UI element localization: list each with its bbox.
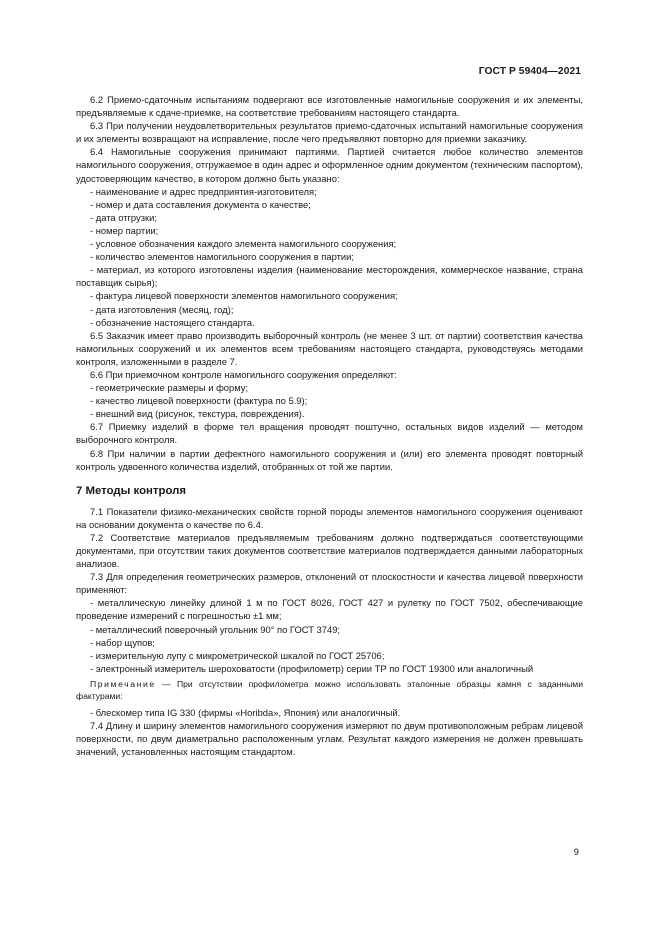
list-item: - номер и дата составления документа о качестве;: [90, 198, 311, 210]
list-item: - дата отгрузки;: [90, 211, 157, 223]
list-item: - внешний вид (рисунок, текстура, повреждения).: [90, 408, 305, 420]
document-body: [76, 93, 583, 759]
paragraph-6-7: 6.7 Приемку изделий в форме тел вращения проводят поштучно, остальных видов изделий — методом выборочного контроля.: [76, 421, 583, 446]
list-item: - качество лицевой поверхности (фактура по 5.9);: [90, 395, 308, 407]
list-6-4: [76, 185, 583, 329]
list-item: - геометрические размеры и форму;: [90, 382, 249, 394]
list-item: - металлическую линейку длиной 1 м по ГОСТ 8026, ГОСТ 427 и рулетку по ГОСТ 7502, обеспечивающие проведение измерений с погрешностью ±1 мм;: [76, 597, 583, 622]
paragraph-7-3: 7.3 Для определения геометрических размеров, отклонений от плоскостности и качества лицевой поверхности применяют:: [76, 571, 583, 596]
paragraph-6-4: 6.4 Намогильные сооружения принимают партиями. Партией считается любое количество элементов намогильного сооружения, отгружаемое в один адрес и оформленное одним документом (техническим паспортом), удостоверяющим качество, в котором должно быть указано:: [76, 146, 583, 184]
list-item: - обозначение настоящего стандарта.: [90, 316, 255, 328]
section-title: 7 Методы контроля: [76, 484, 187, 497]
list-item: - номер партии;: [90, 224, 159, 236]
paragraph-6-2: 6.2 Приемо-сдаточным испытаниям подвергают все изготовленные намогильные сооружения и их элементы, предъявляемые к сдаче-приемке, на соответствие требованиям настоящего стандарта.: [76, 94, 583, 119]
list-item: - наименование и адрес предприятия-изготовителя;: [90, 185, 317, 197]
paragraph-7-2: 7.2 Соответствие материалов предъявляемым требованиям должно подтверждаться соответствующими документами, при отсутствии таких документов соответствие материалов подтверждается данными лабораторных анализов.: [76, 531, 583, 570]
list-7-3: [76, 596, 583, 675]
list-7-3-after-note: [76, 706, 583, 719]
note-text: — При отсутствии профилометра можно использовать эталонные образцы камня с заданными фактурами:: [76, 678, 583, 701]
list-item: - дата изготовления (месяц, год);: [90, 303, 234, 315]
list-item: - электронный измеритель шероховатости (профилометр) серии ТР по ГОСТ 19300 или аналогичный: [90, 662, 534, 674]
paragraph-6-8: 6.8 При наличии в партии дефектного намогильного сооружения и (или) его элемента проводят повторный контроль удвоенного количества изделий, отобранных от той же партии.: [76, 447, 583, 472]
paragraph-6-5: 6.5 Заказчик имеет право производить выборочный контроль (не менее 3 шт. от партии) соответствия качества намогильных сооружений и их элементов всем требованиям настоящего стандарта, руководствуясь методами контроля, изложенными в разделе 7.: [76, 329, 583, 367]
list-item: - измерительную лупу с микрометрической шкалой по ГОСТ 25706;: [90, 649, 385, 661]
paragraph-6-6: 6.6 При приемочном контроле намогильного сооружения определяют:: [90, 368, 397, 380]
list-6-6: [76, 381, 583, 420]
paragraph-7-4: 7.4 Длину и ширину элементов намогильного сооружения измеряют по двум противоположным ребрам лицевой поверхности, по двум диаметрально расположенным углам. Результат каждого измерения не должен превышать значений, установленных настоящим стандартом.: [76, 720, 583, 758]
list-item: - условное обозначения каждого элемента намогильного сооружения;: [90, 238, 397, 250]
list-item: - фактура лицевой поверхности элементов намогильного сооружения;: [90, 290, 398, 302]
paragraph-6-3: 6.3 При получении неудовлетворительных результатов приемо-сдаточных испытаний намогильные сооружения и их элементы возвращают на исправление, после чего предъявляют повторно для приемки заказчику.: [76, 120, 583, 145]
document-header: ГОСТ Р 59404—2021: [478, 66, 581, 77]
paragraph-7-1: 7.1 Показатели физико-механических свойств горной породы элементов намогильного сооружения оценивают на основании документа о качестве по 6.4.: [76, 505, 583, 530]
list-item: - металлический поверочный угольник 90° по ГОСТ 3749;: [90, 623, 341, 635]
list-item: - материал, из которого изготовлены изделия (наименование месторождения, коммерческое название, страна поставщик сырья);: [76, 264, 583, 289]
note: [76, 679, 583, 702]
page-number: 9: [573, 846, 579, 857]
list-item: - набор щупов;: [90, 636, 155, 648]
note-label: Примечание: [90, 678, 156, 689]
list-item: - блескомер типа IG 330 (фирмы «Horibda», Япония) или аналогичный.: [90, 707, 401, 719]
list-item: - количество элементов намогильного сооружения в партии;: [90, 251, 354, 263]
